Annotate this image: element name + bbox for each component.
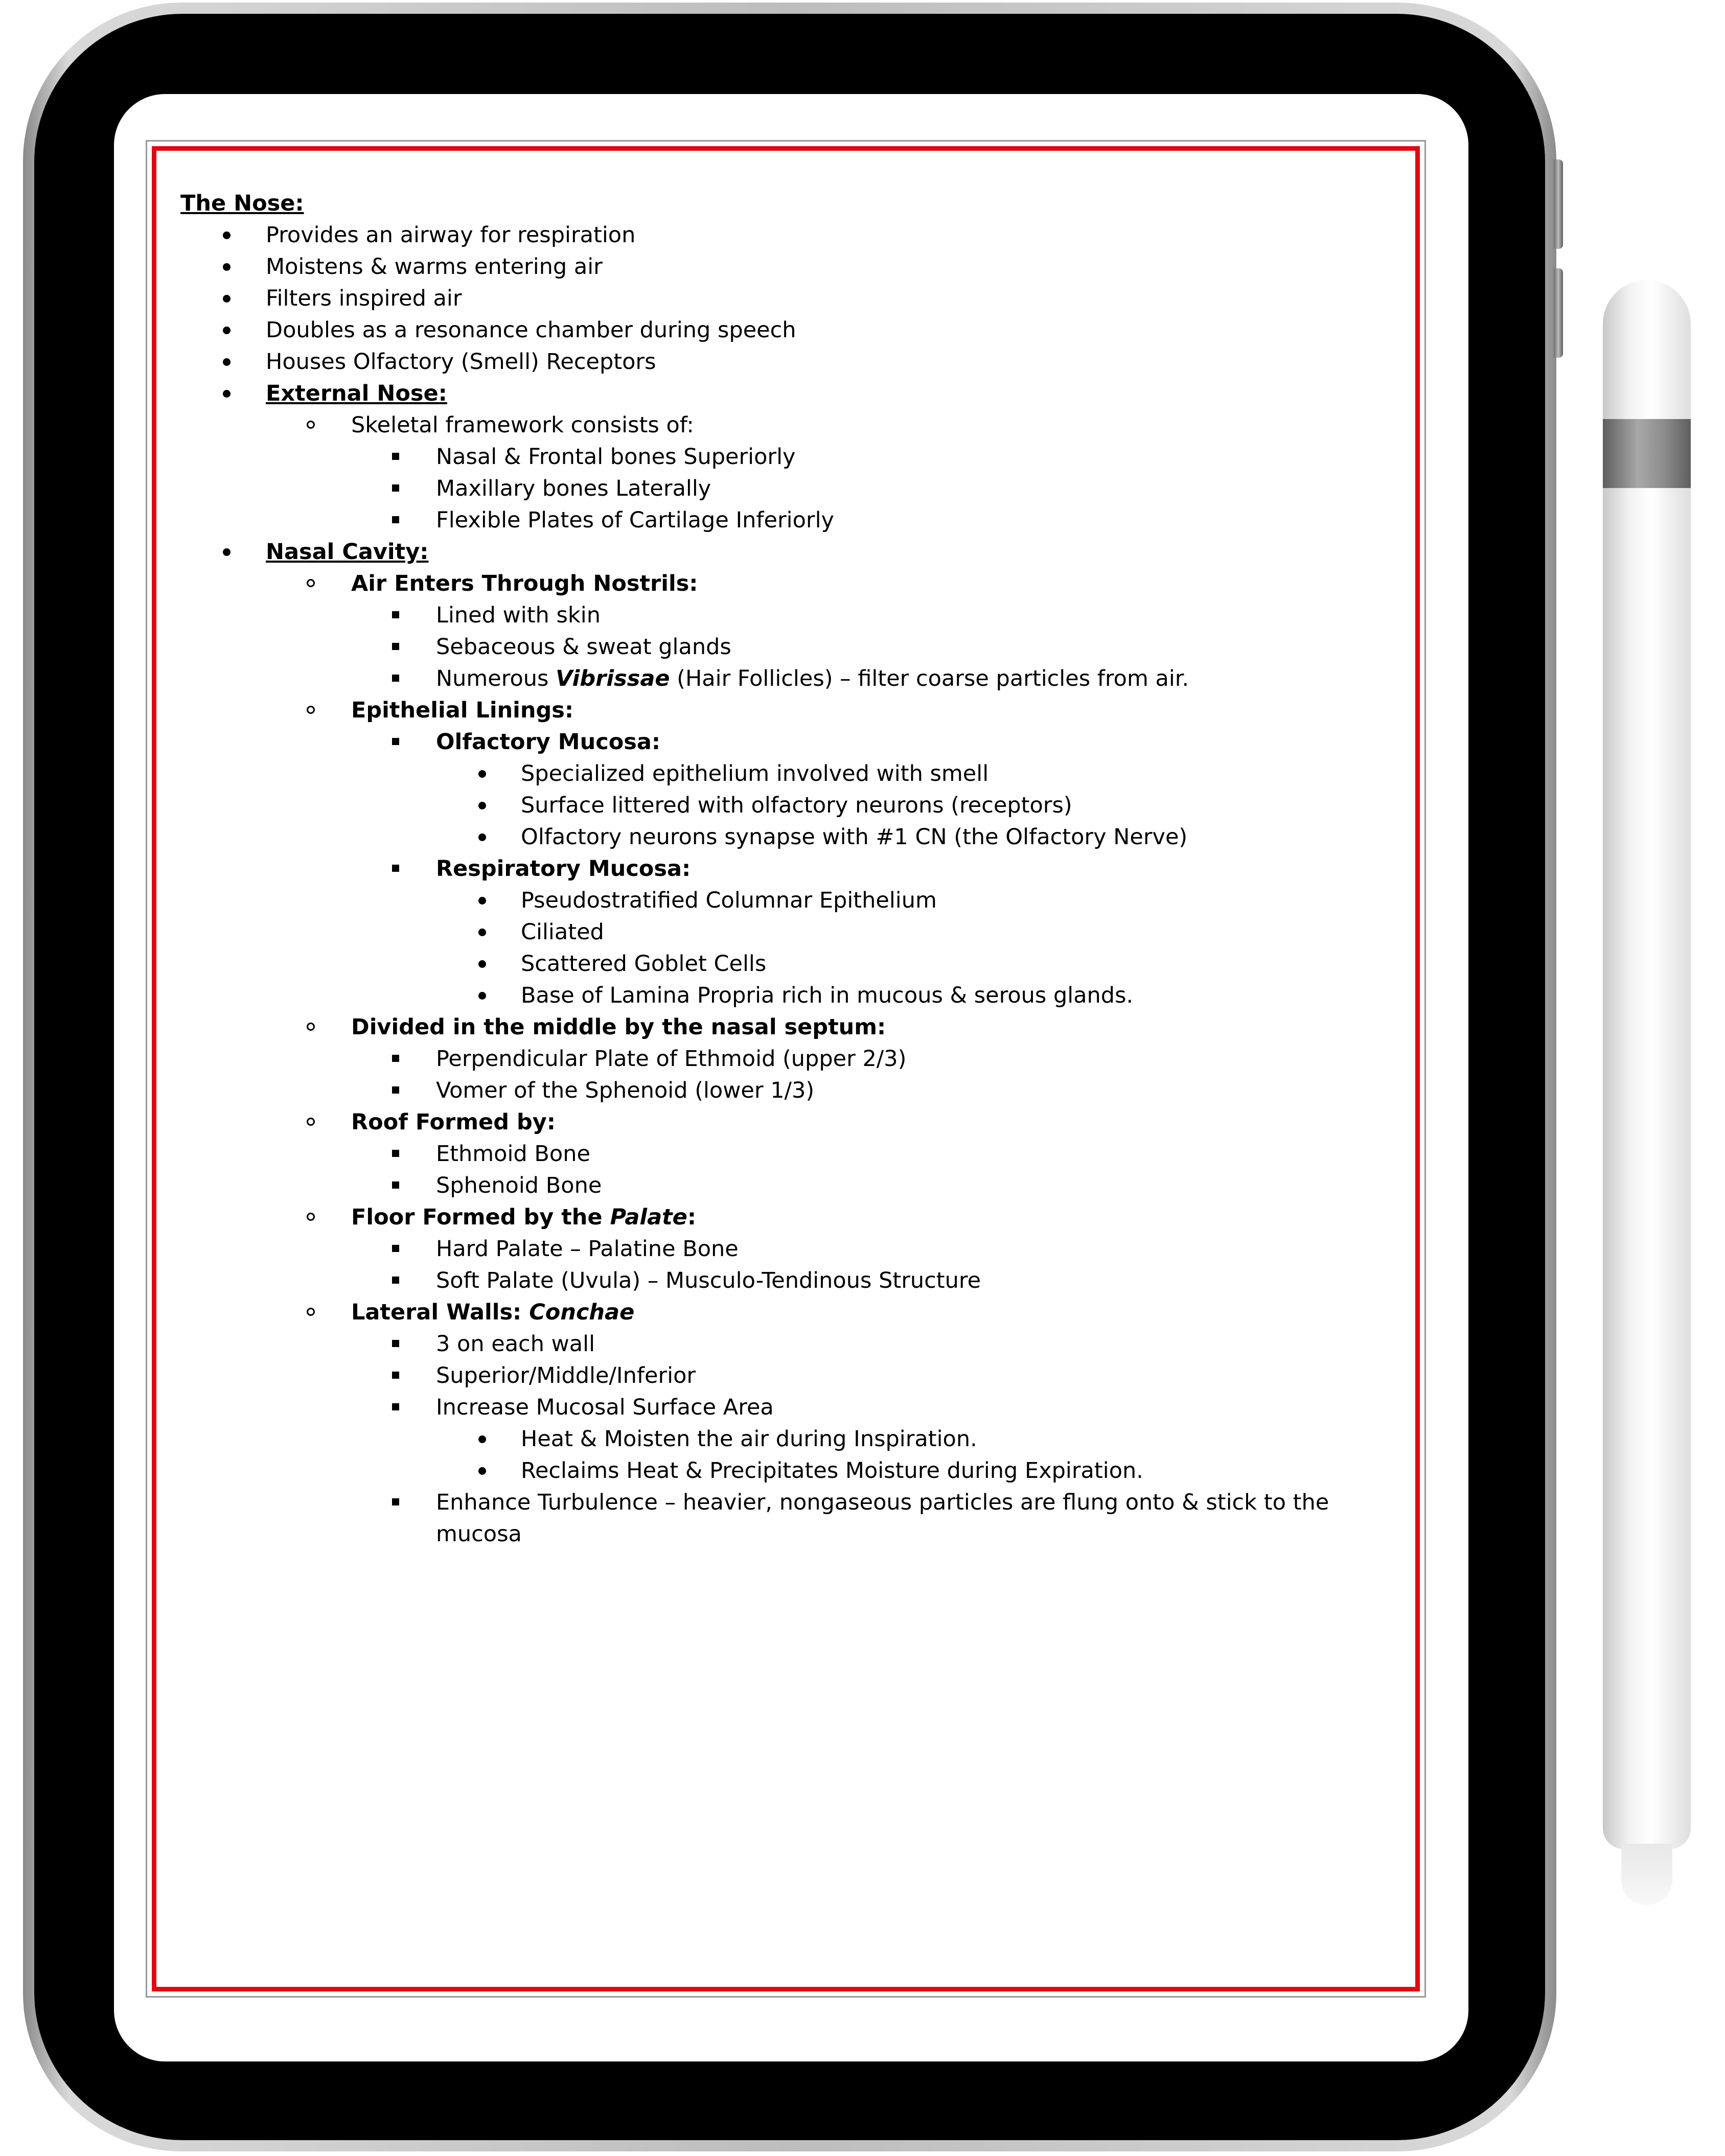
list-item bbox=[266, 409, 1404, 536]
stylus-tip bbox=[1621, 1844, 1672, 1905]
list-item: Lined with skin bbox=[351, 599, 1404, 631]
subsection-heading: Respiratory Mucosa: bbox=[436, 856, 691, 882]
list-item bbox=[266, 1106, 1404, 1201]
volume-down-button bbox=[1554, 268, 1563, 358]
text-segment: Numerous bbox=[436, 666, 556, 691]
section-heading: External Nose: bbox=[266, 381, 447, 406]
list-item: Reclaims Heat & Precipitates Moisture during Expiration. bbox=[436, 1455, 1404, 1487]
document-page bbox=[146, 140, 1426, 1998]
list-item: Perpendicular Plate of Ethmoid (upper 2/3) bbox=[351, 1043, 1404, 1075]
list-item: Pseudostratified Columnar Epithelium bbox=[436, 885, 1404, 916]
sub-list bbox=[266, 409, 1404, 536]
sub-list bbox=[266, 568, 1404, 1550]
sub-list bbox=[351, 1138, 1404, 1201]
list-item: Doubles as a resonance chamber during speech bbox=[180, 314, 1404, 346]
list-item bbox=[266, 1201, 1404, 1296]
subsection-heading: Divided in the middle by the nasal septum: bbox=[351, 1014, 886, 1040]
list-item bbox=[266, 1296, 1404, 1550]
list-item: Sphenoid Bone bbox=[351, 1170, 1404, 1201]
volume-up-button bbox=[1554, 159, 1563, 249]
sub-list bbox=[351, 1328, 1404, 1550]
tablet-screen bbox=[114, 94, 1468, 2061]
main-list bbox=[180, 219, 1404, 1550]
list-item: Surface littered with olfactory neurons (receptors) bbox=[436, 790, 1404, 821]
list-item: Heat & Moisten the air during Inspiration. bbox=[436, 1423, 1404, 1455]
sub-list bbox=[351, 441, 1404, 536]
subsection-heading: Air Enters Through Nostrils: bbox=[351, 571, 698, 596]
list-item bbox=[351, 1392, 1404, 1487]
list-item: Sebaceous & sweat glands bbox=[351, 631, 1404, 663]
list-item: Superior/Middle/Inferior bbox=[351, 1360, 1404, 1392]
emphasis-term: Vibrissae bbox=[556, 666, 670, 691]
list-item: Enhance Turbulence – heavier, nongaseous particles are flung onto & stick to the mucosa bbox=[351, 1487, 1404, 1550]
list-item: Provides an airway for respiration bbox=[180, 219, 1404, 251]
text-segment: (Hair Follicles) – filter coarse particles from air. bbox=[670, 666, 1189, 691]
subsection-heading: Olfactory Mucosa: bbox=[436, 729, 661, 755]
list-item bbox=[351, 663, 1404, 694]
subsection-heading: Roof Formed by: bbox=[351, 1109, 556, 1135]
subsection-heading bbox=[351, 1204, 696, 1230]
list-item: Vomer of the Sphenoid (lower 1/3) bbox=[351, 1075, 1404, 1106]
list-item: Ethmoid Bone bbox=[351, 1138, 1404, 1170]
list-item: Filters inspired air bbox=[180, 283, 1404, 314]
list-item-text: Increase Mucosal Surface Area bbox=[436, 1395, 774, 1420]
list-item: Base of Lamina Propria rich in mucous & serous glands. bbox=[436, 980, 1404, 1011]
sub-list bbox=[436, 758, 1404, 853]
sub-list bbox=[436, 1423, 1404, 1487]
text-segment: Lateral Walls: bbox=[351, 1300, 530, 1325]
list-item-text: Skeletal framework consists of: bbox=[351, 412, 694, 438]
list-item: Specialized epithelium involved with smell bbox=[436, 758, 1404, 790]
document-content bbox=[180, 188, 1404, 1550]
text-segment: Floor Formed by the bbox=[351, 1204, 610, 1230]
list-item: 3 on each wall bbox=[351, 1328, 1404, 1360]
list-item: Ciliated bbox=[436, 916, 1404, 948]
list-item bbox=[266, 1011, 1404, 1106]
emphasis-term: Conchae bbox=[529, 1300, 635, 1325]
list-item bbox=[266, 694, 1404, 1011]
list-item: Moistens & warms entering air bbox=[180, 251, 1404, 283]
list-item: Flexible Plates of Cartilage Inferiorly bbox=[351, 504, 1404, 536]
list-item: Scattered Goblet Cells bbox=[436, 948, 1404, 980]
sub-list bbox=[436, 885, 1404, 1011]
list-item: Olfactory neurons synapse with #1 CN (the Olfactory Nerve) bbox=[436, 821, 1404, 853]
stylus-pencil bbox=[1603, 280, 1691, 1849]
list-item: Houses Olfactory (Smell) Receptors bbox=[180, 346, 1404, 378]
page-title: The Nose: bbox=[180, 191, 304, 216]
list-item: Maxillary bones Laterally bbox=[351, 473, 1404, 504]
sub-list bbox=[351, 726, 1404, 1011]
subsection-heading: Epithelial Linings: bbox=[351, 698, 574, 723]
sub-list bbox=[351, 599, 1404, 694]
list-item: Nasal & Frontal bones Superiorly bbox=[351, 441, 1404, 473]
sub-list bbox=[351, 1043, 1404, 1106]
list-item: Hard Palate – Palatine Bone bbox=[351, 1233, 1404, 1265]
section-nasal-cavity bbox=[180, 536, 1404, 1550]
subsection-heading bbox=[351, 1300, 634, 1325]
list-item bbox=[351, 853, 1404, 1011]
list-item: Soft Palate (Uvula) – Musculo-Tendinous Structure bbox=[351, 1265, 1404, 1296]
section-external-nose bbox=[180, 378, 1404, 536]
text-segment: : bbox=[687, 1204, 697, 1230]
list-item bbox=[266, 568, 1404, 694]
section-heading: Nasal Cavity: bbox=[266, 539, 429, 565]
sub-list bbox=[351, 1233, 1404, 1296]
list-item bbox=[351, 726, 1404, 853]
stylus-band bbox=[1603, 419, 1691, 488]
emphasis-term: Palate bbox=[610, 1204, 687, 1230]
